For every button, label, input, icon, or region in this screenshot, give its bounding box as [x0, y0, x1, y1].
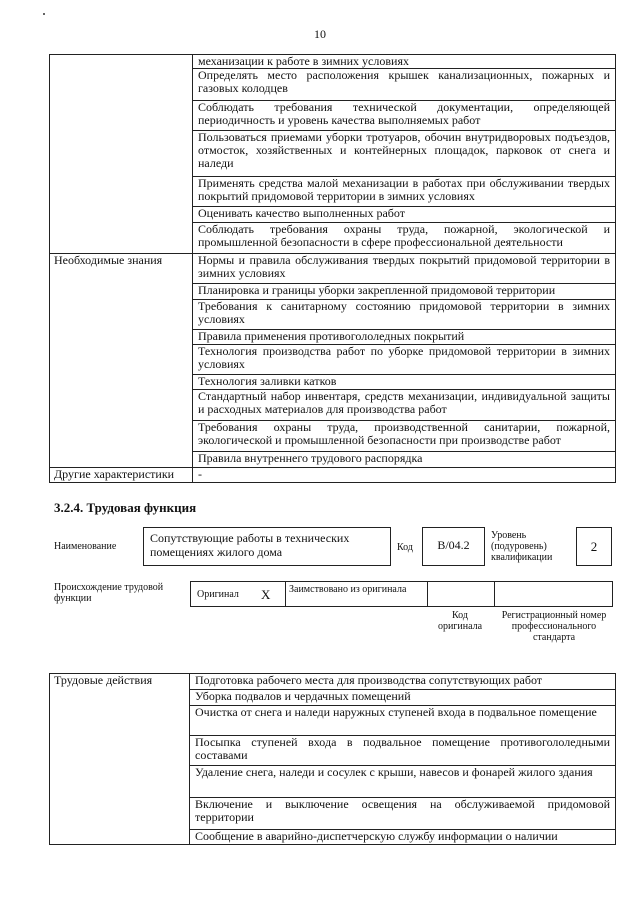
code-orig-label: Код оригинала	[437, 610, 483, 632]
section-title: 3.2.4. Трудовая функция	[54, 500, 197, 515]
action-item: Удаление снега, наледи и сосулек с крыши, навесов и фонарей жилого здания	[190, 766, 616, 798]
scan-dot	[43, 13, 45, 15]
name-label: Наименование	[54, 541, 117, 552]
skill-item: механизации к работе в зимних условиях	[193, 55, 616, 69]
origin-table	[190, 581, 613, 607]
code-label: Код	[397, 542, 413, 553]
function-name-field	[143, 527, 391, 566]
skill-item: Применять средства малой механизации в работах при обслуживании твердых покрытий придомовой территории в зимних условиях	[193, 177, 616, 207]
code-orig-cell	[427, 581, 495, 607]
borrowed-cell	[285, 581, 428, 607]
skill-item: Пользоваться приемами уборки тротуаров, обочин внутридворовых подъездов, отмосток, хозяйственных и контейнерных площадок, парковок от снега и наледи	[193, 131, 616, 177]
reg-number-label: Регистрационный номер профессионального стандарта	[501, 610, 607, 643]
skill-item: Соблюдать требования технической документации, определяющей периодичность и уровень качества выполняемых работ	[193, 101, 616, 131]
level-value: 2	[590, 539, 598, 554]
original-mark: X	[261, 587, 271, 602]
knowledge-label: Необходимые знания	[50, 254, 193, 468]
level-label: Уровень (подуровень) квалификации	[491, 530, 553, 563]
original-label: Оригинал	[197, 589, 239, 600]
action-item: Уборка подвалов и чердачных помещений	[190, 690, 616, 706]
skills-knowledge-table	[49, 54, 616, 483]
page-number: 10	[314, 27, 326, 41]
skill-item: Определять место расположения крышек канализационных, пожарных и газовых колодцев	[193, 69, 616, 101]
skill-item: Соблюдать требования охраны труда, пожарной, экологической и промышленной безопасности в сфере профессиональной деятельности	[193, 223, 616, 254]
skills-label-cell	[50, 55, 193, 254]
knowledge-item: Планировка и границы уборки закрепленной придомовой территории	[193, 284, 616, 300]
knowledge-item: Технология производства работ по уборке придомовой территории в зимних условиях	[193, 345, 616, 375]
action-item: Включение и выключение освещения на обслуживаемой придомовой территории	[190, 798, 616, 830]
code-value: B/04.2	[437, 538, 470, 552]
knowledge-item: Нормы и правила обслуживания твердых покрытий придомовой территории в зимних условиях	[193, 254, 616, 284]
knowledge-item: Требования к санитарному состоянию придомовой территории в зимних условиях	[193, 300, 616, 330]
action-item: Очистка от снега и наледи наружных ступеней входа в подвальное помещение	[190, 706, 616, 736]
knowledge-item: Правила применения противогололедных покрытий	[193, 330, 616, 345]
other-characteristics-label: Другие характеристики	[50, 468, 193, 483]
action-item: Подготовка рабочего места для производства сопутствующих работ	[190, 674, 616, 690]
level-field	[576, 527, 612, 566]
knowledge-item: Требования охраны труда, производственной санитарии, пожарной, экологической и промышленной безопасности при производстве работ	[193, 421, 616, 452]
skill-item: Оценивать качество выполненных работ	[193, 207, 616, 223]
borrowed-label: Заимствовано из оригинала	[289, 584, 407, 595]
other-characteristics-value: -	[193, 468, 616, 483]
knowledge-item: Правила внутреннего трудового распорядка	[193, 452, 616, 468]
origin-label: Происхождение трудовой функции	[54, 582, 164, 604]
actions-table	[49, 673, 616, 845]
reg-number-cell	[494, 581, 613, 607]
action-item: Сообщение в аварийно-диспетчерскую службу информации о наличии	[190, 830, 616, 845]
knowledge-item: Технология заливки катков	[193, 375, 616, 390]
function-name-value: Сопутствующие работы в технических помещениях жилого дома	[150, 531, 350, 559]
code-field	[422, 527, 485, 566]
original-cell	[190, 581, 286, 607]
action-item: Посыпка ступеней входа в подвальное помещение противогололедными составами	[190, 736, 616, 766]
knowledge-item: Стандартный набор инвентаря, средств механизации, индивидуальной защиты и расходных материалов для производства работ	[193, 390, 616, 421]
actions-label: Трудовые действия	[50, 674, 190, 845]
